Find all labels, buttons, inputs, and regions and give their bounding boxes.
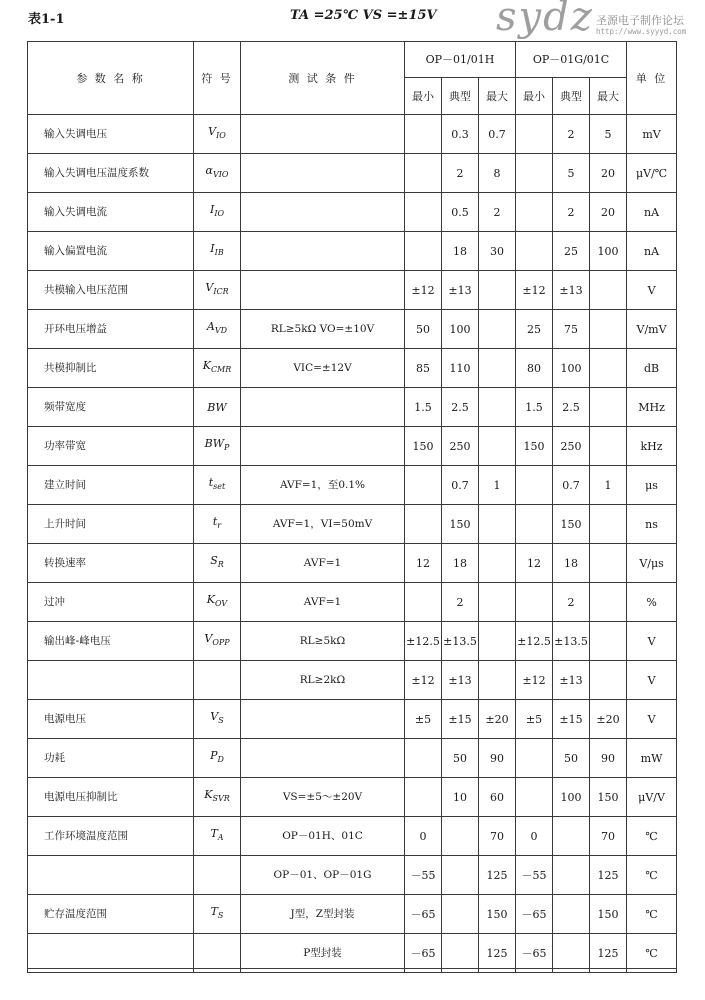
header-min-2: 最小 [516,78,553,115]
table-number: 表1-1 [28,12,65,27]
value-typ-1: 150 [442,505,479,544]
param-name: 贮存温度范围 [28,895,194,934]
value-typ-2: 100 [553,349,590,388]
value-min-1: －65 [405,895,442,934]
value-min-2: 25 [516,310,553,349]
test-condition: VS=±5～±20V [241,778,405,817]
param-unit: ℃ [627,934,677,973]
test-condition [241,388,405,427]
value-min-2: 150 [516,427,553,466]
param-symbol: $V_{ICR}$ [194,271,241,310]
table-caption [28,6,468,28]
test-condition: AVF=1，至0.1% [241,466,405,505]
param-symbol: $K_{OV}$ [194,583,241,622]
param-name: 输入失调电压温度系数 [28,154,194,193]
value-max-2 [590,271,627,310]
value-typ-2: 250 [553,427,590,466]
param-symbol: $K_{SVR}$ [194,778,241,817]
test-condition: OP－01、OP－01G [241,856,405,895]
param-name: 功耗 [28,739,194,778]
value-min-2: 12 [516,544,553,583]
param-unit: V [627,700,677,739]
value-max-2: 125 [590,856,627,895]
value-max-1 [479,583,516,622]
param-unit: mV [627,115,677,154]
table-row [28,739,677,778]
table-row [28,583,677,622]
test-condition [241,739,405,778]
param-symbol [194,934,241,973]
value-min-1 [405,583,442,622]
param-name: 建立时间 [28,466,194,505]
value-min-1: －65 [405,934,442,973]
value-min-1: 50 [405,310,442,349]
table-row [28,661,677,700]
test-condition: P型封装 [241,934,405,973]
test-condition: AVF=1 [241,544,405,583]
param-unit: μV/℃ [627,154,677,193]
header-unit: 单 位 [627,42,677,115]
value-max-1 [479,271,516,310]
value-max-1: 30 [479,232,516,271]
value-max-2: 70 [590,817,627,856]
param-name: 电源电压 [28,700,194,739]
value-max-1 [479,349,516,388]
watermark-logo: sydz [496,0,594,40]
value-typ-2: ±13 [553,271,590,310]
param-symbol: $t_{set}$ [194,466,241,505]
value-typ-1: 10 [442,778,479,817]
param-name: 功率带宽 [28,427,194,466]
table-row [28,700,677,739]
table-row [28,895,677,934]
table-row [28,856,677,895]
value-typ-1 [442,817,479,856]
test-condition: OP－01H、01C [241,817,405,856]
value-max-2: 20 [590,193,627,232]
test-condition [241,271,405,310]
param-name: 频带宽度 [28,388,194,427]
value-typ-1 [442,856,479,895]
table-row [28,427,677,466]
value-min-1: 12 [405,544,442,583]
value-typ-2: 2.5 [553,388,590,427]
value-min-1 [405,739,442,778]
value-typ-2: 50 [553,739,590,778]
param-unit: μV/V [627,778,677,817]
param-symbol [194,856,241,895]
value-typ-2: 25 [553,232,590,271]
value-typ-1 [442,934,479,973]
value-typ-2: ±15 [553,700,590,739]
header-param-name: 参 数 名 称 [28,42,194,115]
value-max-2 [590,505,627,544]
value-typ-1: 250 [442,427,479,466]
value-max-2: 100 [590,232,627,271]
value-min-1 [405,232,442,271]
param-unit: μs [627,466,677,505]
value-min-1 [405,778,442,817]
value-max-2: 125 [590,934,627,973]
table-row [28,310,677,349]
value-max-2: 5 [590,115,627,154]
test-condition: RL≥2kΩ [241,661,405,700]
value-max-2: 150 [590,895,627,934]
test-condition: AVF=1，VI=50mV [241,505,405,544]
header-typ-1: 典型 [442,78,479,115]
param-name: 输出峰-峰电压 [28,622,194,661]
param-name [28,856,194,895]
header-test-conditions: 测 试 条 件 [241,42,405,115]
param-unit: V [627,622,677,661]
param-name: 输入偏置电流 [28,232,194,271]
param-symbol: $T_S$ [194,895,241,934]
value-min-2: ±12 [516,661,553,700]
param-unit: mW [627,739,677,778]
param-unit: ns [627,505,677,544]
value-max-2 [590,622,627,661]
value-max-1: 1 [479,466,516,505]
table-row [28,622,677,661]
value-max-1 [479,661,516,700]
value-min-1: ±12 [405,271,442,310]
value-max-2: 20 [590,154,627,193]
param-name: 过冲 [28,583,194,622]
header-row-top [28,42,677,78]
table-row [28,778,677,817]
value-typ-1: 0.5 [442,193,479,232]
param-symbol: $I_{IO}$ [194,193,241,232]
param-name: 工作环境温度范围 [28,817,194,856]
value-min-1: ±5 [405,700,442,739]
value-typ-2: 2 [553,193,590,232]
param-unit: V [627,661,677,700]
param-symbol: $V_S$ [194,700,241,739]
param-name: 上升时间 [28,505,194,544]
param-symbol: $I_{IB}$ [194,232,241,271]
value-typ-2: 150 [553,505,590,544]
value-max-2: ±20 [590,700,627,739]
value-typ-2 [553,817,590,856]
value-max-1: ±20 [479,700,516,739]
param-name [28,661,194,700]
value-typ-1: 110 [442,349,479,388]
value-min-1 [405,154,442,193]
test-condition [241,193,405,232]
value-min-2 [516,466,553,505]
value-typ-1: ±13.5 [442,622,479,661]
param-unit: ℃ [627,817,677,856]
value-typ-1: 2.5 [442,388,479,427]
test-condition: J型，Z型封装 [241,895,405,934]
watermark [470,0,705,40]
param-symbol: BW [194,388,241,427]
value-max-1: 125 [479,856,516,895]
param-symbol: $V_{IO}$ [194,115,241,154]
param-unit: % [627,583,677,622]
value-typ-2 [553,895,590,934]
value-min-2: －65 [516,934,553,973]
value-max-1: 0.7 [479,115,516,154]
value-max-2 [590,544,627,583]
value-typ-2: ±13 [553,661,590,700]
value-max-2 [590,388,627,427]
table-row [28,817,677,856]
param-unit: kHz [627,427,677,466]
value-typ-2: 2 [553,583,590,622]
param-symbol: $V_{OPP}$ [194,622,241,661]
test-condition [241,154,405,193]
value-typ-1: 0.7 [442,466,479,505]
value-max-1: 70 [479,817,516,856]
param-symbol: $P_D$ [194,739,241,778]
value-max-2: 90 [590,739,627,778]
test-condition [241,427,405,466]
value-typ-1: 2 [442,583,479,622]
spec-table-body [28,115,677,973]
param-unit: V [627,271,677,310]
value-max-1: 2 [479,193,516,232]
value-typ-2 [553,934,590,973]
value-min-1: 1.5 [405,388,442,427]
value-max-1 [479,427,516,466]
value-typ-2: 0.7 [553,466,590,505]
table-row [28,232,677,271]
param-unit: nA [627,232,677,271]
value-min-2 [516,232,553,271]
value-max-2 [590,427,627,466]
value-min-2: 0 [516,817,553,856]
value-min-2 [516,115,553,154]
test-condition: AVF=1 [241,583,405,622]
value-min-1 [405,115,442,154]
param-symbol: $t_r$ [194,505,241,544]
test-condition: VIC=±12V [241,349,405,388]
value-min-2 [516,778,553,817]
value-min-2 [516,154,553,193]
value-min-2 [516,505,553,544]
param-symbol: $T_A$ [194,817,241,856]
value-typ-1: 2 [442,154,479,193]
param-unit: V/μs [627,544,677,583]
table-row [28,544,677,583]
param-unit: ℃ [627,895,677,934]
param-symbol: $K_{CMR}$ [194,349,241,388]
value-typ-1 [442,895,479,934]
value-min-2 [516,193,553,232]
table-row [28,388,677,427]
value-max-1: 125 [479,934,516,973]
value-typ-2: 2 [553,115,590,154]
header-max-1: 最大 [479,78,516,115]
param-name: 输入失调电流 [28,193,194,232]
test-condition [241,115,405,154]
watermark-site-name: 圣源电子制作论坛 [596,14,684,27]
param-name: 共模抑制比 [28,349,194,388]
header-symbol: 符 号 [194,42,241,115]
value-min-2: ±12 [516,271,553,310]
test-condition [241,700,405,739]
value-min-2: －65 [516,895,553,934]
header-max-2: 最大 [590,78,627,115]
value-min-1: 0 [405,817,442,856]
value-typ-2: 18 [553,544,590,583]
param-name: 电源电压抑制比 [28,778,194,817]
table-row [28,466,677,505]
value-max-1 [479,505,516,544]
watermark-url: http://www.syyyd.com [596,27,687,36]
value-min-1 [405,193,442,232]
value-min-1: 150 [405,427,442,466]
value-min-2: ±12.5 [516,622,553,661]
value-min-1: 85 [405,349,442,388]
param-name: 开环电压增益 [28,310,194,349]
value-min-2 [516,739,553,778]
table-row [28,271,677,310]
value-min-1 [405,505,442,544]
table-row [28,505,677,544]
value-typ-2: 100 [553,778,590,817]
table-row [28,349,677,388]
header-typ-2: 典型 [553,78,590,115]
value-min-2: －55 [516,856,553,895]
param-name: 共模输入电压范围 [28,271,194,310]
value-max-2 [590,349,627,388]
value-max-2: 150 [590,778,627,817]
test-condition: RL≥5kΩ VO=±10V [241,310,405,349]
table-conditions: TA =25℃ VS =±15V [290,8,437,23]
value-typ-1: 18 [442,232,479,271]
spec-table [27,41,677,973]
table-row [28,193,677,232]
test-condition: RL≥5kΩ [241,622,405,661]
value-min-2: 80 [516,349,553,388]
value-typ-1: 0.3 [442,115,479,154]
value-typ-1: 100 [442,310,479,349]
param-unit: MHz [627,388,677,427]
param-symbol: $S_R$ [194,544,241,583]
table-row [28,115,677,154]
value-max-1 [479,310,516,349]
header-group-op01: OP－01/01H [405,42,516,78]
header-group-op01g: OP－01G/01C [516,42,627,78]
param-unit: V/mV [627,310,677,349]
test-condition [241,232,405,271]
value-min-1: ±12.5 [405,622,442,661]
value-max-2: 1 [590,466,627,505]
value-min-2: ±5 [516,700,553,739]
value-max-1 [479,388,516,427]
value-max-1: 150 [479,895,516,934]
param-symbol: $A_{VD}$ [194,310,241,349]
table-row [28,154,677,193]
value-typ-1: 50 [442,739,479,778]
value-max-1 [479,544,516,583]
value-min-1: ±12 [405,661,442,700]
param-name: 输入失调电压 [28,115,194,154]
param-unit: nA [627,193,677,232]
param-unit: ℃ [627,856,677,895]
value-typ-1: ±13 [442,661,479,700]
value-min-1: －55 [405,856,442,895]
value-typ-1: 18 [442,544,479,583]
param-name: 转换速率 [28,544,194,583]
value-max-1: 90 [479,739,516,778]
value-typ-2 [553,856,590,895]
value-max-2 [590,310,627,349]
value-max-2 [590,583,627,622]
header-min-1: 最小 [405,78,442,115]
bottom-rule [27,968,676,969]
value-typ-2: ±13.5 [553,622,590,661]
param-unit: dB [627,349,677,388]
param-name [28,934,194,973]
param-symbol: $\alpha_{VIO}$ [194,154,241,193]
value-typ-1: ±15 [442,700,479,739]
value-typ-1: ±13 [442,271,479,310]
value-typ-2: 5 [553,154,590,193]
value-max-2 [590,661,627,700]
param-symbol: $BW_P$ [194,427,241,466]
value-max-1 [479,622,516,661]
value-max-1: 60 [479,778,516,817]
value-max-1: 8 [479,154,516,193]
value-min-2: 1.5 [516,388,553,427]
value-min-2 [516,583,553,622]
table-row [28,934,677,973]
value-typ-2: 75 [553,310,590,349]
value-min-1 [405,466,442,505]
param-symbol [194,661,241,700]
